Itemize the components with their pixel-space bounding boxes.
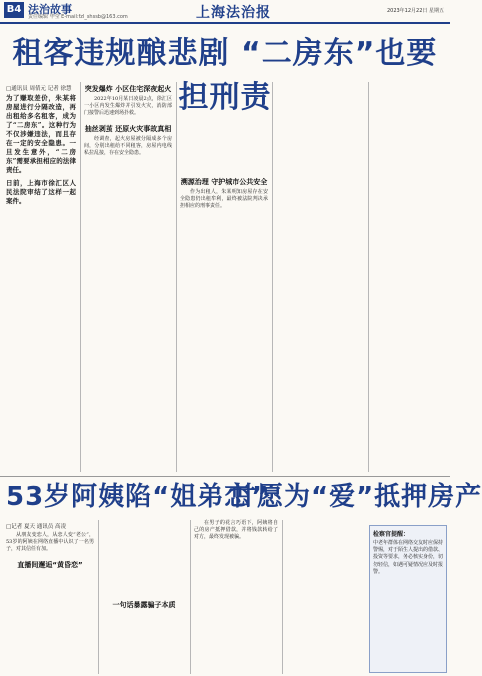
- masthead: 上海法治报: [196, 5, 271, 21]
- header-rule: [0, 22, 450, 24]
- bottom-col-1: [6, 520, 94, 674]
- paragraph: 在男子的花言巧语下，阿姨将自己的房产抵押借款，并将钱款转给了对方，最终发现被骗。: [194, 520, 278, 541]
- column-divider: [190, 520, 191, 674]
- prosecutor-tip-box: [369, 525, 447, 673]
- bottom-col-2: [102, 520, 186, 674]
- top-lead-2: 日前，上海市徐汇区人民法院审结了这样一起案件。: [6, 179, 76, 205]
- section-title: 法治故事: [28, 3, 72, 16]
- top-headline: 租客违规酿悲剧 “二房东”也要担刑责: [12, 36, 438, 115]
- paragraph: 从朋友变恋人，从恋人变“老公”，53岁的阿姨在网络直播中认识了一名男子，对其信任有加。: [6, 532, 94, 553]
- column-divider: [80, 82, 81, 472]
- paragraph: 经调查，起火房屋被分隔成多个房间，分别出租给不同租客，房屋内电线私拉乱接，存在安全隐患。: [84, 135, 172, 157]
- bottom-byline: □记者 夏天 通讯员 高凌: [6, 524, 66, 530]
- subhead-investigation: 抽丝剥茧 还原火灾事故真相: [84, 124, 172, 133]
- paragraph: 作为出租人，朱某明知房屋存在安全隐患仍出租牟利，最终被法院判决承担相应的刑事责任。: [180, 189, 268, 210]
- top-byline: □通讯员 周倩元 记者 徐慧: [6, 86, 72, 92]
- top-col-2: [84, 82, 172, 472]
- column-divider: [368, 82, 369, 472]
- subhead-scam: 一句话暴露骗子本质: [112, 601, 176, 609]
- page-number-logo: B4: [4, 2, 24, 18]
- editor-meta: 责任编辑 毕莹 E-mail:fzl_shssb@163.com: [28, 14, 128, 20]
- column-divider: [98, 520, 99, 674]
- bottom-col-3: [194, 520, 278, 674]
- tip-title: 检察官提醒：: [373, 531, 410, 538]
- issue-date: 2023年12月22日 星期五: [386, 8, 444, 14]
- paragraph: 2022年10月某日凌晨2点，徐汇区一小区内发生爆炸并引发火灾，消防部门接警后迅速到场扑救。: [84, 96, 172, 117]
- top-col-3: [180, 82, 268, 472]
- column-divider: [282, 520, 283, 674]
- top-col-5: [372, 82, 446, 472]
- section-rule: [0, 476, 450, 477]
- top-col-4: [276, 82, 364, 472]
- column-divider: [176, 82, 177, 472]
- subhead-livestream: 直播间邂逅“黄昏恋”: [17, 560, 83, 569]
- top-col-1: [6, 82, 76, 472]
- bottom-headline-right: 甘愿为“爱”抵押房产: [230, 482, 482, 512]
- bottom-headline-left: 53岁阿姨陷“姐弟恋”: [6, 482, 270, 512]
- bottom-col-4: [286, 520, 364, 674]
- subhead-governance: 溯源治理 守护城市公共安全: [180, 178, 268, 186]
- page-header: [0, 0, 450, 22]
- subhead-explosion: 突发爆炸 小区住宅深夜起火: [84, 85, 172, 93]
- column-divider: [272, 82, 273, 472]
- tip-text: 中老年群体在网络交友时应保持警惕，对于陌生人提出的借款、投资等要求，务必核实身份，切勿轻信，如遇可疑情况应及时报警。: [373, 540, 444, 575]
- top-lead: 为了赚取差价，朱某将房屋进行分隔改造，再出租给多名租客，成为了“二房东”。这种行为不仅涉嫌违法，而且存在一定的安全隐患。一旦发生意外，“二房东”需要承担相应的法律责任。: [6, 94, 76, 174]
